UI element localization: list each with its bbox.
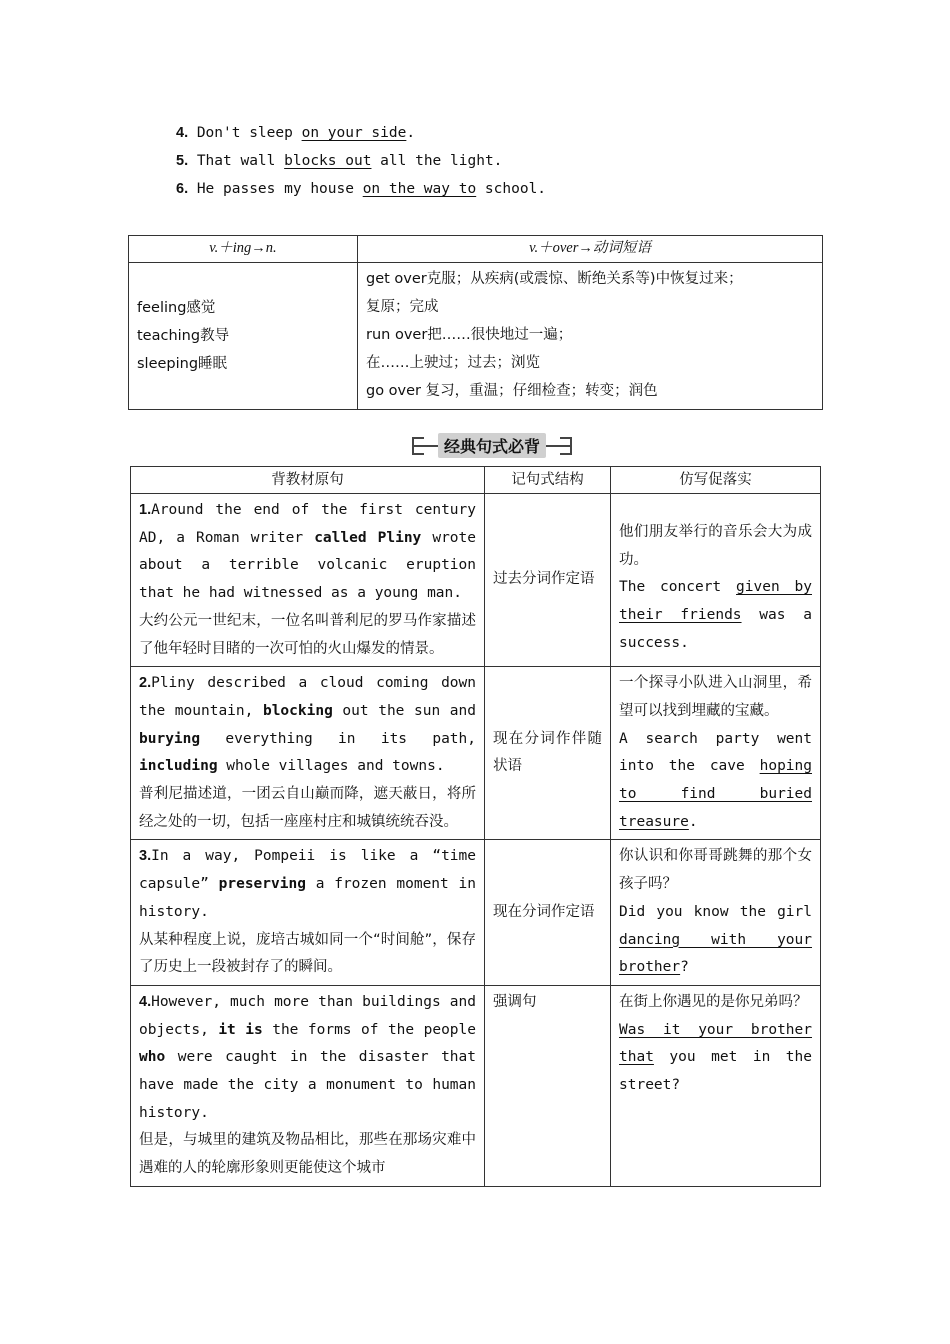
sentence-text: a frozen moment in history. (139, 876, 476, 920)
header-original-sentence: 背教材原句 (131, 467, 485, 494)
practice-text: Did you know the girl (619, 903, 812, 920)
section-title: 经典句式必背 (438, 433, 546, 458)
key-phrase: preserving (218, 876, 306, 893)
practice-text: The concert (619, 579, 737, 596)
item-text: He passes my house (196, 181, 363, 197)
header-phrasal-verbs: v.＋over→动词短语 (358, 236, 823, 263)
sentence-text: whole villages and towns. (217, 758, 445, 775)
structure-cell: 过去分词作定语 (485, 494, 611, 667)
item-number: 5. (176, 153, 189, 169)
underlined-phrase: on the way to (362, 181, 477, 197)
original-sentence-cell (131, 985, 485, 1186)
sentence-translation: 但是，与城里的建筑及物品相比，那些在那场灾难中遇难的人的轮廓形象则更能使这个城市 (139, 1132, 476, 1177)
sentence-number: 4. (139, 993, 152, 1010)
sentence-text: everything in its path, (200, 730, 476, 747)
phrase-line: go over 复习，重温；仔细检查；转变；润色 (366, 383, 658, 399)
item-text: Don't sleep (196, 125, 302, 141)
sentence-text: Around the end of the first century AD, a Roman writer (139, 502, 476, 546)
practice-prompt: 在街上你遇见的是你兄弟吗？ (619, 993, 808, 1010)
original-sentence-cell (131, 667, 485, 840)
item-text: all the light. (371, 153, 503, 169)
sentence-text: In a way, Pompeii is like a “time capsule” (139, 848, 476, 893)
sentence-number: 2. (139, 675, 152, 692)
item-text: . (406, 125, 416, 141)
vocab-item: feeling感觉 (137, 300, 216, 316)
practice-text: ? (680, 959, 689, 976)
table-row (131, 494, 821, 667)
key-phrase: burying (139, 730, 201, 747)
underlined-phrase: blocks out (284, 153, 372, 169)
phrasal-verbs-cell (358, 263, 823, 410)
practice-answer: dancing with your brother (619, 931, 812, 976)
sentence-number: 1. (139, 502, 152, 518)
practice-cell (611, 667, 821, 840)
item-number: 4. (176, 125, 189, 141)
sentence-number: 3. (139, 848, 152, 865)
practice-cell (611, 494, 821, 667)
section-banner (412, 432, 572, 458)
header-practice: 仿写促落实 (611, 467, 821, 494)
practice-prompt: 你认识和你哥哥跳舞的那个女孩子吗？ (619, 848, 812, 893)
item-text: school. (476, 181, 547, 197)
phrase-line: get over克服；从疾病(或震惊、断绝关系等)中恢复过来； (366, 271, 743, 287)
item-number: 6. (176, 181, 189, 197)
sentence-translation: 大约公元一世纪末，一位名叫普利尼的罗马作家描述了他年轻时目睹的一次可怕的火山爆发的情景。 (139, 612, 476, 657)
phrase-line: run over把……很快地过一遍； (366, 327, 573, 343)
practice-text: you met in the street? (619, 1049, 812, 1094)
practice-answer: Was it your brother that (619, 1021, 812, 1066)
phrase-examples-list (176, 122, 546, 206)
table-row (131, 667, 821, 840)
list-item (176, 150, 546, 178)
sentence-text: out the sun and (332, 702, 476, 719)
key-phrase: who (139, 1049, 166, 1066)
key-phrase: called Pliny (314, 529, 422, 546)
table-row (131, 840, 821, 986)
noun-formation-cell (129, 263, 358, 410)
sentence-text: wrote about a terrible volcanic eruption that he had witnessed as a young man. (139, 529, 476, 602)
sentence-translation: 从某种程度上说，庞培古城如同一个“时间舱”，保存了历史上一段被封存了的瞬间。 (139, 931, 476, 976)
practice-prompt: 一个探寻小队进入山洞里，希望可以找到埋藏的宝藏。 (619, 675, 812, 719)
table-row (131, 985, 821, 1186)
sentence-text: However, much more than buildings and objects, (139, 993, 476, 1038)
practice-text: was a success. (619, 607, 812, 651)
banner-bracket-right (560, 437, 572, 455)
vocab-item: teaching教导 (137, 328, 230, 344)
underlined-phrase: on your side (301, 125, 407, 141)
structure-cell: 现在分词作伴随状语 (485, 667, 611, 840)
practice-cell (611, 840, 821, 986)
practice-prompt: 他们朋友举行的音乐会大为成功。 (619, 524, 812, 568)
key-phrase: including (139, 758, 218, 775)
list-item (176, 178, 546, 206)
phrase-line: 复原；完成 (366, 299, 439, 315)
original-sentence-cell (131, 840, 485, 986)
practice-answer: given by their friends (619, 579, 812, 624)
practice-answer: hoping to find buried treasure (619, 758, 812, 830)
practice-text: . (688, 813, 698, 830)
item-text: That wall (196, 153, 285, 169)
sentence-text: the forms of the people (262, 1021, 476, 1038)
key-phrase: blocking (262, 702, 333, 719)
practice-cell (611, 985, 821, 1186)
key-phrase: it is (218, 1021, 263, 1038)
sentence-text: were caught in the disaster that have made the city a monument to human history. (139, 1049, 476, 1121)
list-item (176, 122, 546, 150)
practice-text: A search party went into the cave (619, 730, 812, 775)
banner-bracket-left (412, 437, 424, 455)
structure-cell: 现在分词作定语 (485, 840, 611, 986)
word-formation-table (128, 235, 823, 410)
sentence-text: Pliny described a cloud coming down the mountain, (139, 675, 476, 719)
sentence-translation: 普利尼描述道，一团云自山巅而降，遮天蔽日，将所经之处的一切，包括一座座村庄和城镇统统吞没。 (139, 786, 476, 830)
phrase-line: 在……上驶过；过去；浏览 (366, 355, 540, 371)
original-sentence-cell (131, 494, 485, 667)
header-structure: 记句式结构 (485, 467, 611, 494)
structure-cell: 强调句 (485, 985, 611, 1186)
vocab-item: sleeping睡眠 (137, 356, 228, 372)
classic-sentences-table (130, 466, 821, 1187)
header-noun-formation: v.＋ing→n. (129, 236, 358, 263)
